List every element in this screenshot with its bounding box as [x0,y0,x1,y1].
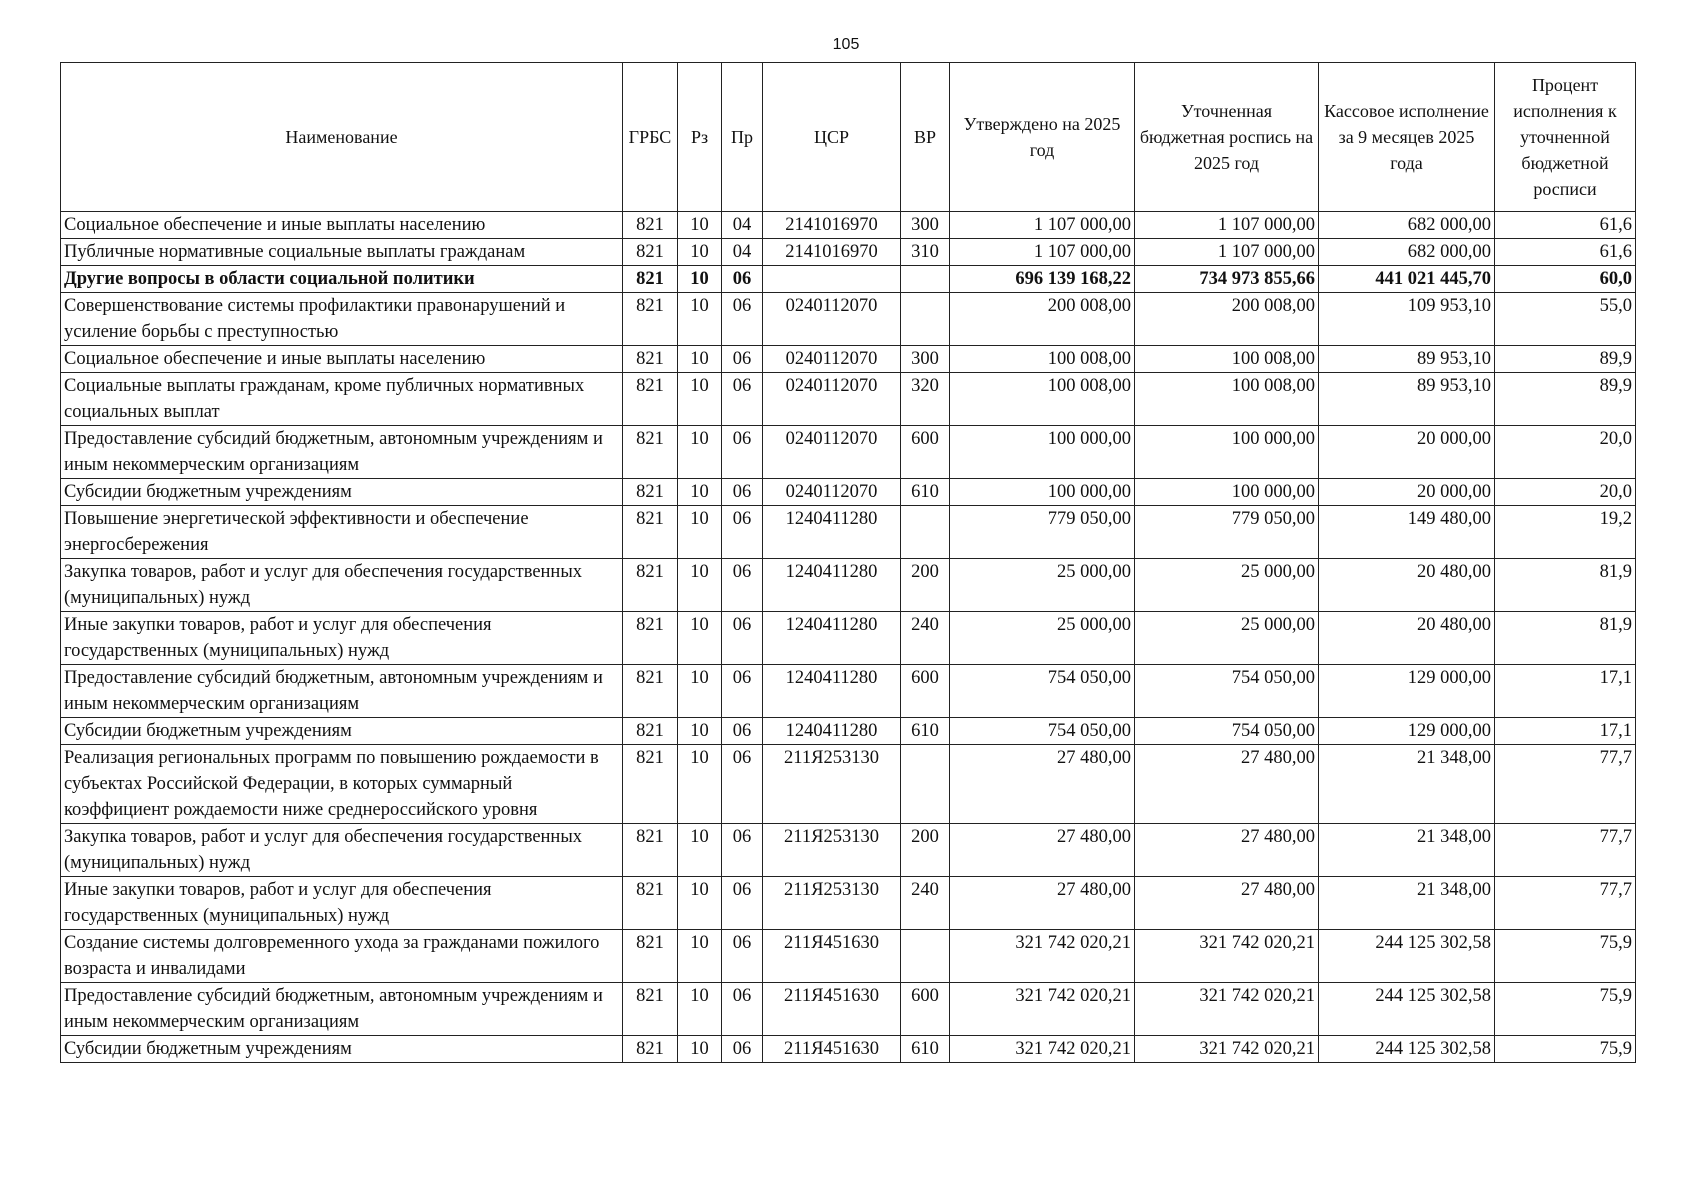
row-grbs: 821 [623,293,678,346]
row-grbs: 821 [623,373,678,426]
table-row [61,983,1636,1036]
row-rz: 10 [678,745,722,824]
header-refined: Уточненная бюджетная роспись на 2025 год [1135,63,1319,212]
row-vr [901,930,950,983]
row-rz: 10 [678,718,722,745]
row-vr: 240 [901,612,950,665]
row-percent: 55,0 [1495,293,1636,346]
row-approved: 25 000,00 [950,612,1135,665]
row-rz: 10 [678,1036,722,1063]
row-percent: 75,9 [1495,930,1636,983]
row-vr [901,293,950,346]
table-row [61,426,1636,479]
row-percent: 61,6 [1495,212,1636,239]
row-csr: 1240411280 [763,665,901,718]
row-grbs: 821 [623,745,678,824]
table-row [61,745,1636,824]
row-rz: 10 [678,559,722,612]
header-rz: Рз [678,63,722,212]
row-name: Создание системы долговременного ухода за гражданами пожилого возраста и инвалидами [61,930,623,983]
header-vr: ВР [901,63,950,212]
row-grbs: 821 [623,479,678,506]
row-approved: 200 008,00 [950,293,1135,346]
row-refined: 100 008,00 [1135,346,1319,373]
table-row [61,266,1636,293]
row-approved: 754 050,00 [950,718,1135,745]
row-cash: 441 021 445,70 [1319,266,1495,293]
row-cash: 21 348,00 [1319,824,1495,877]
row-refined: 25 000,00 [1135,612,1319,665]
row-name: Иные закупки товаров, работ и услуг для обеспечения государственных (муниципальных) нужд [61,877,623,930]
row-csr: 211Я451630 [763,930,901,983]
row-refined: 734 973 855,66 [1135,266,1319,293]
row-grbs: 821 [623,665,678,718]
header-csr: ЦСР [763,63,901,212]
row-approved: 321 742 020,21 [950,1036,1135,1063]
row-approved: 27 480,00 [950,824,1135,877]
row-grbs: 821 [623,718,678,745]
row-cash: 20 480,00 [1319,559,1495,612]
row-percent: 19,2 [1495,506,1636,559]
row-rz: 10 [678,930,722,983]
row-csr: 2141016970 [763,239,901,266]
row-vr: 200 [901,824,950,877]
row-percent: 81,9 [1495,612,1636,665]
row-refined: 779 050,00 [1135,506,1319,559]
row-rz: 10 [678,506,722,559]
row-vr: 200 [901,559,950,612]
row-refined: 27 480,00 [1135,877,1319,930]
row-name: Совершенствование системы профилактики правонарушений и усиление борьбы с преступностью [61,293,623,346]
row-approved: 27 480,00 [950,877,1135,930]
row-pr: 04 [722,212,763,239]
row-vr [901,506,950,559]
header-pr: Пр [722,63,763,212]
header-name: Наименование [61,63,623,212]
row-refined: 100 000,00 [1135,426,1319,479]
header-grbs: ГРБС [623,63,678,212]
row-pr: 06 [722,426,763,479]
row-cash: 20 000,00 [1319,426,1495,479]
row-vr: 320 [901,373,950,426]
page-number: 105 [832,36,860,53]
row-csr: 211Я253130 [763,745,901,824]
row-grbs: 821 [623,506,678,559]
table-row [61,479,1636,506]
row-pr: 06 [722,506,763,559]
row-percent: 89,9 [1495,373,1636,426]
row-percent: 20,0 [1495,426,1636,479]
header-approved: Утверждено на 2025 год [950,63,1135,212]
row-approved: 321 742 020,21 [950,983,1135,1036]
row-refined: 754 050,00 [1135,665,1319,718]
row-name: Закупка товаров, работ и услуг для обеспечения государственных (муниципальных) нужд [61,559,623,612]
row-cash: 129 000,00 [1319,718,1495,745]
row-grbs: 821 [623,612,678,665]
row-rz: 10 [678,877,722,930]
row-refined: 27 480,00 [1135,745,1319,824]
row-vr: 240 [901,877,950,930]
table-row [61,824,1636,877]
row-vr [901,266,950,293]
row-percent: 61,6 [1495,239,1636,266]
row-csr [763,266,901,293]
row-refined: 200 008,00 [1135,293,1319,346]
row-percent: 75,9 [1495,1036,1636,1063]
row-rz: 10 [678,665,722,718]
row-vr: 610 [901,479,950,506]
row-approved: 100 008,00 [950,346,1135,373]
row-name: Другие вопросы в области социальной политики [61,266,623,293]
row-approved: 321 742 020,21 [950,930,1135,983]
row-name: Предоставление субсидий бюджетным, автономным учреждениям и иным некоммерческим организациям [61,665,623,718]
row-grbs: 821 [623,239,678,266]
table-row [61,1036,1636,1063]
row-csr: 0240112070 [763,426,901,479]
row-vr [901,745,950,824]
row-refined: 25 000,00 [1135,559,1319,612]
row-grbs: 821 [623,930,678,983]
row-name: Публичные нормативные социальные выплаты гражданам [61,239,623,266]
header-cash: Кассовое исполнение за 9 месяцев 2025 года [1319,63,1495,212]
row-name: Закупка товаров, работ и услуг для обеспечения государственных (муниципальных) нужд [61,824,623,877]
row-vr: 300 [901,212,950,239]
row-pr: 06 [722,665,763,718]
row-percent: 89,9 [1495,346,1636,373]
row-vr: 300 [901,346,950,373]
row-rz: 10 [678,612,722,665]
row-pr: 04 [722,239,763,266]
row-cash: 682 000,00 [1319,212,1495,239]
row-rz: 10 [678,239,722,266]
row-name: Субсидии бюджетным учреждениям [61,1036,623,1063]
row-csr: 211Я253130 [763,877,901,930]
row-cash: 149 480,00 [1319,506,1495,559]
row-name: Повышение энергетической эффективности и обеспечение энергосбережения [61,506,623,559]
row-percent: 77,7 [1495,877,1636,930]
row-pr: 06 [722,877,763,930]
row-pr: 06 [722,1036,763,1063]
row-name: Социальное обеспечение и иные выплаты населению [61,212,623,239]
table-row [61,612,1636,665]
row-pr: 06 [722,930,763,983]
row-name: Предоставление субсидий бюджетным, автономным учреждениям и иным некоммерческим организациям [61,426,623,479]
row-percent: 75,9 [1495,983,1636,1036]
row-refined: 100 008,00 [1135,373,1319,426]
row-pr: 06 [722,293,763,346]
row-csr: 0240112070 [763,479,901,506]
row-pr: 06 [722,559,763,612]
row-pr: 06 [722,346,763,373]
row-vr: 600 [901,983,950,1036]
row-name: Социальные выплаты гражданам, кроме публичных нормативных социальных выплат [61,373,623,426]
row-grbs: 821 [623,983,678,1036]
table-row [61,665,1636,718]
row-grbs: 821 [623,266,678,293]
table-row [61,373,1636,426]
row-pr: 06 [722,745,763,824]
row-rz: 10 [678,426,722,479]
row-pr: 06 [722,718,763,745]
row-refined: 100 000,00 [1135,479,1319,506]
row-csr: 1240411280 [763,718,901,745]
table-row [61,346,1636,373]
row-approved: 100 000,00 [950,426,1135,479]
row-grbs: 821 [623,877,678,930]
row-rz: 10 [678,266,722,293]
row-refined: 321 742 020,21 [1135,983,1319,1036]
header-row [61,63,1636,212]
row-grbs: 821 [623,426,678,479]
row-cash: 244 125 302,58 [1319,983,1495,1036]
table-header [61,63,1636,212]
table-row [61,718,1636,745]
row-rz: 10 [678,824,722,877]
row-cash: 89 953,10 [1319,373,1495,426]
row-cash: 682 000,00 [1319,239,1495,266]
row-grbs: 821 [623,559,678,612]
row-refined: 1 107 000,00 [1135,239,1319,266]
row-rz: 10 [678,983,722,1036]
row-name: Субсидии бюджетным учреждениям [61,479,623,506]
row-name: Субсидии бюджетным учреждениям [61,718,623,745]
table-row [61,212,1636,239]
row-approved: 27 480,00 [950,745,1135,824]
row-cash: 20 000,00 [1319,479,1495,506]
row-percent: 17,1 [1495,718,1636,745]
row-csr: 0240112070 [763,373,901,426]
row-csr: 211Я253130 [763,824,901,877]
row-csr: 1240411280 [763,612,901,665]
row-csr: 0240112070 [763,346,901,373]
row-vr: 610 [901,718,950,745]
row-percent: 77,7 [1495,824,1636,877]
row-grbs: 821 [623,212,678,239]
row-rz: 10 [678,212,722,239]
row-csr: 211Я451630 [763,1036,901,1063]
row-approved: 754 050,00 [950,665,1135,718]
row-grbs: 821 [623,824,678,877]
row-approved: 1 107 000,00 [950,212,1135,239]
row-rz: 10 [678,293,722,346]
table-row [61,559,1636,612]
row-cash: 109 953,10 [1319,293,1495,346]
row-rz: 10 [678,373,722,426]
row-cash: 129 000,00 [1319,665,1495,718]
row-refined: 1 107 000,00 [1135,212,1319,239]
row-csr: 211Я451630 [763,983,901,1036]
row-pr: 06 [722,266,763,293]
row-vr: 600 [901,426,950,479]
row-pr: 06 [722,612,763,665]
row-refined: 27 480,00 [1135,824,1319,877]
row-vr: 610 [901,1036,950,1063]
row-name: Предоставление субсидий бюджетным, автономным учреждениям и иным некоммерческим организациям [61,983,623,1036]
row-percent: 20,0 [1495,479,1636,506]
row-pr: 06 [722,824,763,877]
table-row [61,877,1636,930]
row-cash: 20 480,00 [1319,612,1495,665]
row-csr: 1240411280 [763,559,901,612]
row-approved: 100 000,00 [950,479,1135,506]
row-cash: 21 348,00 [1319,877,1495,930]
row-refined: 321 742 020,21 [1135,1036,1319,1063]
row-pr: 06 [722,479,763,506]
row-rz: 10 [678,479,722,506]
table-row [61,239,1636,266]
table-row [61,506,1636,559]
row-approved: 1 107 000,00 [950,239,1135,266]
row-approved: 779 050,00 [950,506,1135,559]
row-percent: 77,7 [1495,745,1636,824]
row-csr: 2141016970 [763,212,901,239]
row-rz: 10 [678,346,722,373]
row-pr: 06 [722,983,763,1036]
row-grbs: 821 [623,1036,678,1063]
table-row [61,293,1636,346]
budget-execution-table [60,62,1636,1063]
row-grbs: 821 [623,346,678,373]
row-percent: 17,1 [1495,665,1636,718]
row-percent: 60,0 [1495,266,1636,293]
table-row [61,930,1636,983]
row-percent: 81,9 [1495,559,1636,612]
row-cash: 89 953,10 [1319,346,1495,373]
row-csr: 1240411280 [763,506,901,559]
row-approved: 100 008,00 [950,373,1135,426]
row-approved: 25 000,00 [950,559,1135,612]
row-pr: 06 [722,373,763,426]
row-name: Реализация региональных программ по повышению рождаемости в субъектах Российской Федерации, в которых суммарный коэффициент рождаемости ниже среднероссийского уровня [61,745,623,824]
table-body [61,212,1636,1063]
row-refined: 321 742 020,21 [1135,930,1319,983]
row-name: Иные закупки товаров, работ и услуг для обеспечения государственных (муниципальных) нужд [61,612,623,665]
row-vr: 310 [901,239,950,266]
row-vr: 600 [901,665,950,718]
row-cash: 244 125 302,58 [1319,1036,1495,1063]
row-approved: 696 139 168,22 [950,266,1135,293]
row-cash: 21 348,00 [1319,745,1495,824]
row-cash: 244 125 302,58 [1319,930,1495,983]
row-csr: 0240112070 [763,293,901,346]
row-name: Социальное обеспечение и иные выплаты населению [61,346,623,373]
row-refined: 754 050,00 [1135,718,1319,745]
header-percent: Процент исполнения к уточненной бюджетной росписи [1495,63,1636,212]
